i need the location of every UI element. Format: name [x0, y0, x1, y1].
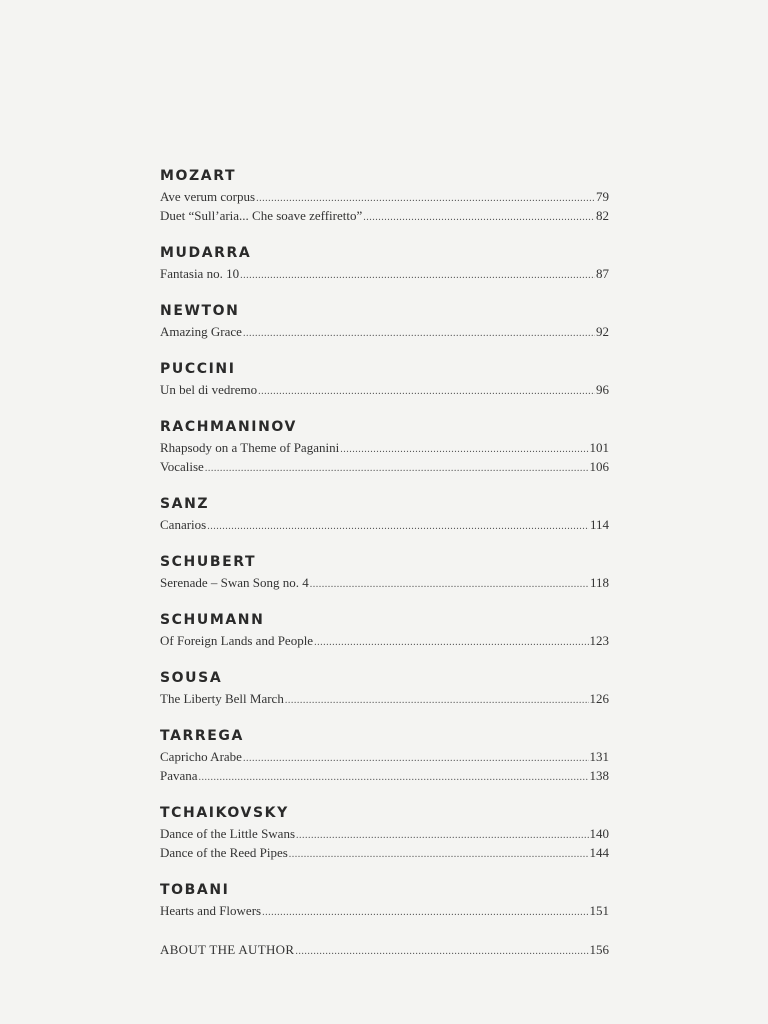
toc-entry-about-the-author[interactable] [160, 940, 609, 959]
entry-title: Dance of the Reed Pipes [160, 845, 288, 860]
toc-section-sousa [160, 668, 609, 708]
dot-leader [363, 208, 595, 227]
entry-title: The Liberty Bell March [160, 691, 284, 706]
dot-leader [240, 266, 595, 285]
toc-entry[interactable] [160, 766, 609, 785]
dot-leader [314, 633, 588, 652]
dot-leader [199, 768, 589, 787]
entry-title: Capricho Arabe [160, 749, 242, 764]
toc-entry[interactable] [160, 380, 609, 399]
composer-heading: SCHUBERT [160, 554, 257, 570]
entry-page-number: 156 [589, 942, 609, 957]
toc-section-schubert [160, 552, 609, 592]
dot-leader [205, 459, 589, 478]
entry-page-number: 106 [589, 459, 609, 474]
entry-title: Duet “Sull’aria... Che soave zeffiretto” [160, 208, 363, 223]
toc-section-tchaikovsky [160, 803, 609, 862]
composer-heading: TCHAIKOVSKY [160, 805, 289, 821]
entry-title: Un bel di vedremo [160, 382, 258, 397]
composer-heading: SANZ [160, 496, 210, 512]
toc-entry[interactable] [160, 187, 609, 206]
entry-page-number: 92 [596, 324, 609, 339]
entry-title: Dance of the Little Swans [160, 826, 296, 841]
composer-heading: SCHUMANN [160, 612, 265, 628]
dot-leader [258, 382, 595, 401]
entry-title: Vocalise [160, 459, 204, 474]
toc-entry[interactable] [160, 573, 609, 592]
toc-entry[interactable] [160, 438, 609, 457]
dot-leader [340, 440, 588, 459]
composer-heading: TOBANI [160, 882, 230, 898]
dot-leader [243, 749, 589, 768]
toc-section-schumann [160, 610, 609, 650]
composer-heading: TARREGA [160, 728, 244, 744]
toc-entry[interactable] [160, 747, 609, 766]
table-of-contents [160, 166, 609, 959]
entry-page-number: 79 [596, 189, 609, 204]
toc-entry[interactable] [160, 457, 609, 476]
entry-title: Serenade – Swan Song no. 4 [160, 575, 309, 590]
dot-leader [207, 517, 589, 536]
entry-title: Fantasia no. 10 [160, 266, 240, 281]
entry-page-number: 118 [589, 575, 609, 590]
toc-section-tarrega [160, 726, 609, 785]
entry-title: ABOUT THE AUTHOR [160, 942, 295, 957]
composer-heading: MOZART [160, 168, 237, 184]
dot-leader [243, 324, 595, 343]
entry-page-number: 131 [589, 749, 609, 764]
dot-leader [296, 826, 588, 845]
entry-title: Ave verum corpus [160, 189, 256, 204]
toc-entry[interactable] [160, 515, 609, 534]
composer-heading: MUDARRA [160, 245, 252, 261]
entry-page-number: 114 [589, 517, 609, 532]
entry-title: Canarios [160, 517, 207, 532]
entry-page-number: 82 [596, 208, 609, 223]
toc-entry[interactable] [160, 264, 609, 283]
entry-title: Rhapsody on a Theme of Paganini [160, 440, 340, 455]
entry-title: Of Foreign Lands and People [160, 633, 314, 648]
toc-entry[interactable] [160, 206, 609, 225]
entry-page-number: 140 [589, 826, 609, 841]
composer-heading: NEWTON [160, 303, 240, 319]
entry-page-number: 151 [589, 903, 609, 918]
entry-page-number: 144 [589, 845, 609, 860]
entry-page-number: 138 [589, 768, 609, 783]
toc-section-puccini [160, 359, 609, 399]
toc-section-rachmaninov [160, 417, 609, 476]
dot-leader [289, 845, 589, 864]
entry-page-number: 123 [589, 633, 609, 648]
entry-title: Hearts and Flowers [160, 903, 262, 918]
toc-section-sanz [160, 494, 609, 534]
toc-entry[interactable] [160, 322, 609, 341]
dot-leader [310, 575, 589, 594]
toc-entry[interactable] [160, 901, 609, 920]
dot-leader [285, 691, 589, 710]
toc-section-mudarra [160, 243, 609, 283]
toc-entry[interactable] [160, 689, 609, 708]
entry-page-number: 96 [596, 382, 609, 397]
composer-heading: PUCCINI [160, 361, 236, 377]
toc-entry[interactable] [160, 843, 609, 862]
entry-title: Amazing Grace [160, 324, 242, 339]
entry-title: Pavana [160, 768, 198, 783]
dot-leader [295, 942, 588, 961]
toc-entry[interactable] [160, 631, 609, 650]
entry-page-number: 87 [596, 266, 609, 281]
toc-entry[interactable] [160, 824, 609, 843]
toc-section-tobani [160, 880, 609, 920]
composer-heading: RACHMANINOV [160, 419, 297, 435]
entry-page-number: 101 [589, 440, 609, 455]
toc-section-newton [160, 301, 609, 341]
dot-leader [262, 903, 588, 922]
composer-heading: SOUSA [160, 670, 223, 686]
entry-page-number: 126 [589, 691, 609, 706]
toc-section-mozart [160, 166, 609, 225]
